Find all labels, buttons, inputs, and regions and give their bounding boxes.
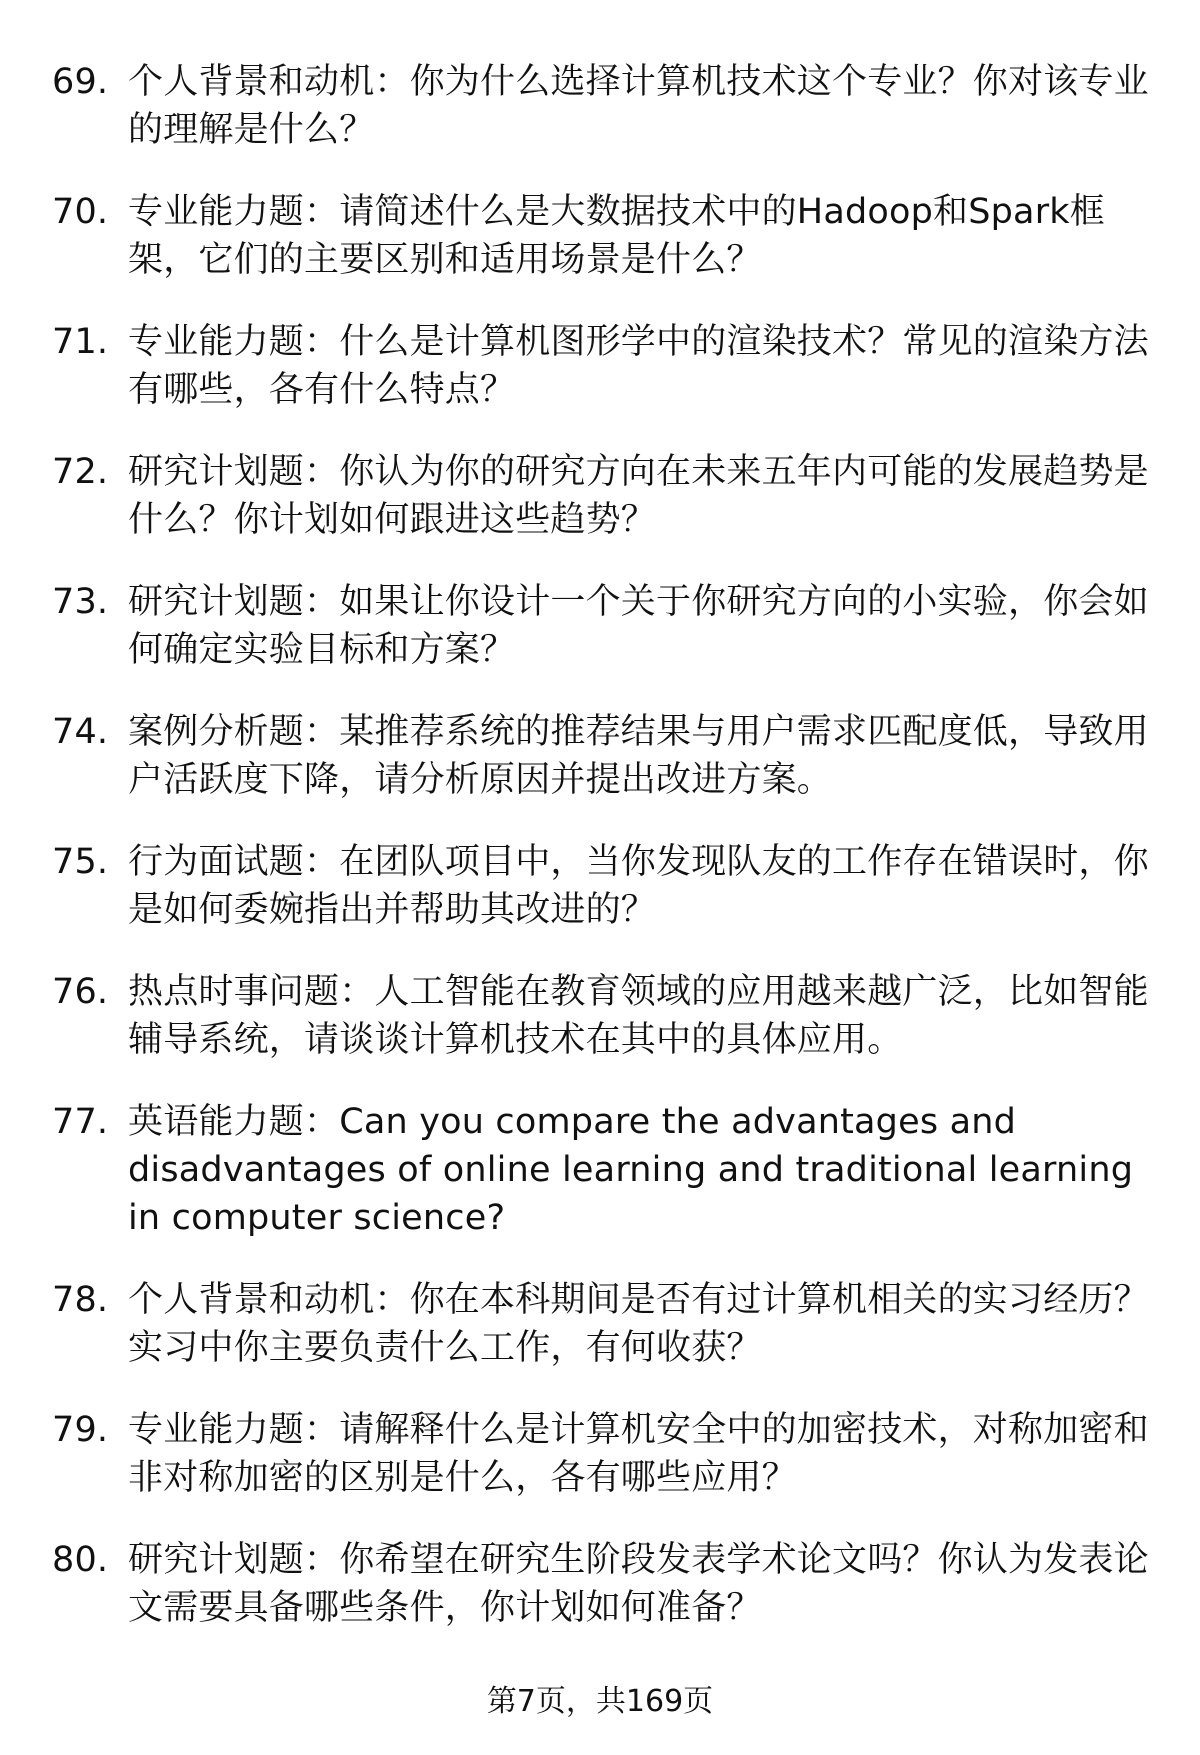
- question-item: [52, 1276, 1152, 1372]
- question-text: 研究计划题：你认为你的研究方向在未来五年内可能的发展趋势是什么？你计划如何跟进这些趋势？: [128, 452, 1149, 540]
- question-text: 研究计划题：你希望在研究生阶段发表学术论文吗？你认为发表论文需要具备哪些条件，你计划如何准备？: [128, 1540, 1149, 1628]
- question-text: 热点时事问题：人工智能在教育领域的应用越来越广泛，比如智能辅导系统，请谈谈计算机技术在其中的具体应用。: [128, 972, 1149, 1060]
- question-item: [52, 838, 1152, 934]
- question-item: [52, 1406, 1152, 1502]
- question-text: 专业能力题：什么是计算机图形学中的渲染技术？常见的渲染方法有哪些，各有什么特点？: [128, 322, 1149, 410]
- question-number: 72.: [52, 452, 109, 492]
- question-number: 69.: [52, 62, 109, 102]
- question-item: [52, 1536, 1152, 1632]
- question-list: [52, 58, 1152, 1666]
- question-number: 75.: [52, 842, 109, 882]
- question-text: 行为面试题：在团队项目中，当你发现队友的工作存在错误时，你是如何委婉指出并帮助其改进的？: [128, 842, 1149, 930]
- question-text: 研究计划题：如果让你设计一个关于你研究方向的小实验，你会如何确定实验目标和方案？: [128, 582, 1149, 670]
- question-number: 78.: [52, 1280, 109, 1320]
- question-text: 英语能力题：Can you compare the advantages and disadvantages of online learning and traditional learning in computer science?: [128, 1102, 1134, 1238]
- question-number: 73.: [52, 582, 109, 622]
- question-item: [52, 318, 1152, 414]
- question-text: 专业能力题：请解释什么是计算机安全中的加密技术，对称加密和非对称加密的区别是什么，各有哪些应用？: [128, 1410, 1149, 1498]
- question-number: 70.: [52, 192, 109, 232]
- question-text: 个人背景和动机：你为什么选择计算机技术这个专业？你对该专业的理解是什么？: [128, 62, 1149, 150]
- question-number: 79.: [52, 1410, 109, 1450]
- question-item: [52, 188, 1152, 284]
- question-item: [52, 708, 1152, 804]
- question-item: [52, 448, 1152, 544]
- question-item: [52, 578, 1152, 674]
- question-number: 76.: [52, 972, 109, 1012]
- page-footer: 第7页，共169页: [486, 1684, 714, 1719]
- question-text: 个人背景和动机：你在本科期间是否有过计算机相关的实习经历？实习中你主要负责什么工作，有何收获？: [128, 1280, 1149, 1368]
- question-number: 77.: [52, 1102, 109, 1142]
- question-number: 74.: [52, 712, 109, 752]
- question-item: [52, 968, 1152, 1064]
- question-text: 案例分析题：某推荐系统的推荐结果与用户需求匹配度低，导致用户活跃度下降，请分析原因并提出改进方案。: [128, 712, 1149, 800]
- question-number: 80.: [52, 1540, 109, 1580]
- question-item: [52, 58, 1152, 154]
- question-text: 专业能力题：请简述什么是大数据技术中的Hadoop和Spark框架，它们的主要区别和适用场景是什么？: [128, 192, 1105, 280]
- question-item: [52, 1098, 1152, 1242]
- question-number: 71.: [52, 322, 109, 362]
